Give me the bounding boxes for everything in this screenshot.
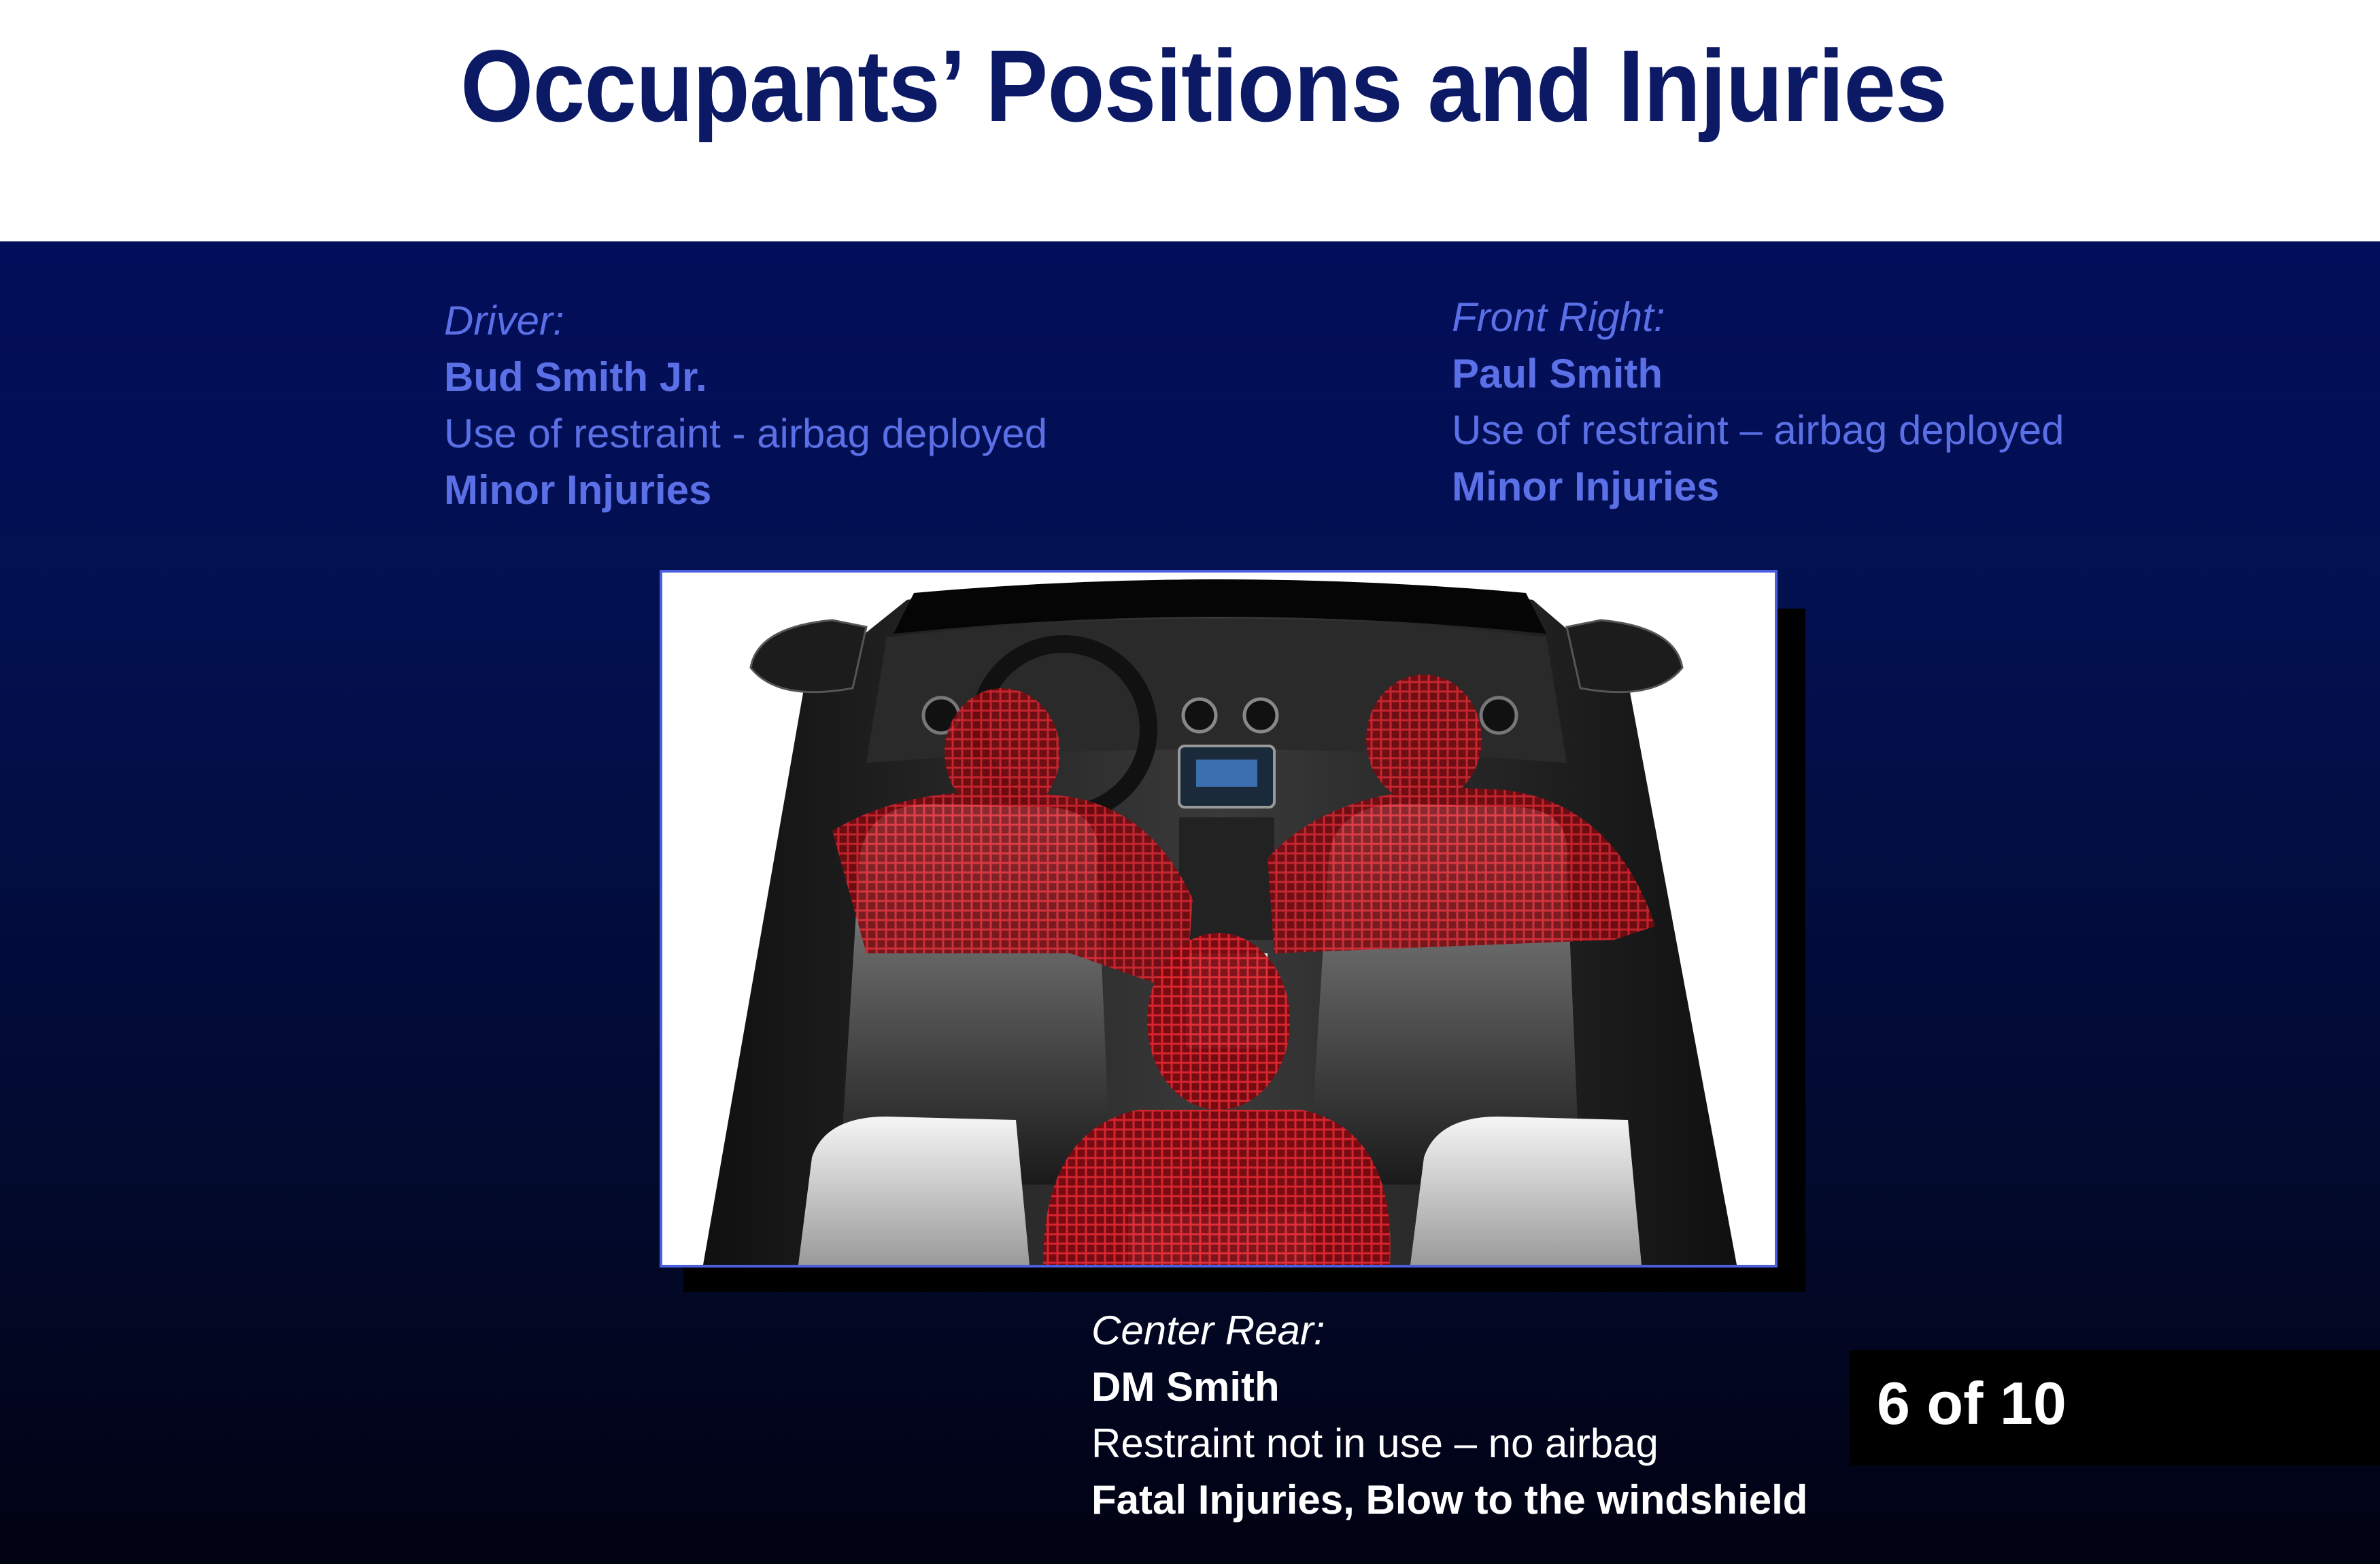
car-interior-image	[660, 570, 1778, 1268]
center-rear-restraint: Restraint not in use – no airbag	[1091, 1421, 1659, 1466]
front-right-role: Front Right:	[1452, 294, 1665, 340]
front-right-restraint: Use of restraint – airbag deployed	[1452, 407, 2064, 453]
driver-restraint: Use of restraint - airbag deployed	[444, 411, 1048, 456]
front-right-info	[1452, 289, 2064, 515]
center-rear-role: Center Rear:	[1091, 1308, 1325, 1353]
front-right-name: Paul Smith	[1452, 351, 1663, 396]
driver-name: Bud Smith Jr.	[444, 354, 707, 400]
front-right-injury: Minor Injuries	[1452, 464, 1720, 509]
convertible-car-illustration	[662, 573, 1775, 1265]
driver-info	[444, 292, 1047, 518]
center-rear-name: DM Smith	[1091, 1364, 1280, 1410]
driver-role: Driver:	[444, 298, 564, 343]
center-rear-info	[1091, 1302, 1807, 1528]
driver-injury: Minor Injuries	[444, 467, 712, 513]
slide-header	[0, 0, 2380, 241]
slide-title: Occupants’ Positions and Injuries	[460, 29, 1947, 143]
center-rear-injury: Fatal Injuries, Blow to the windshield	[1091, 1477, 1808, 1523]
page-counter-label: 6 of 10	[1877, 1370, 2067, 1437]
page-counter	[1850, 1350, 2380, 1465]
